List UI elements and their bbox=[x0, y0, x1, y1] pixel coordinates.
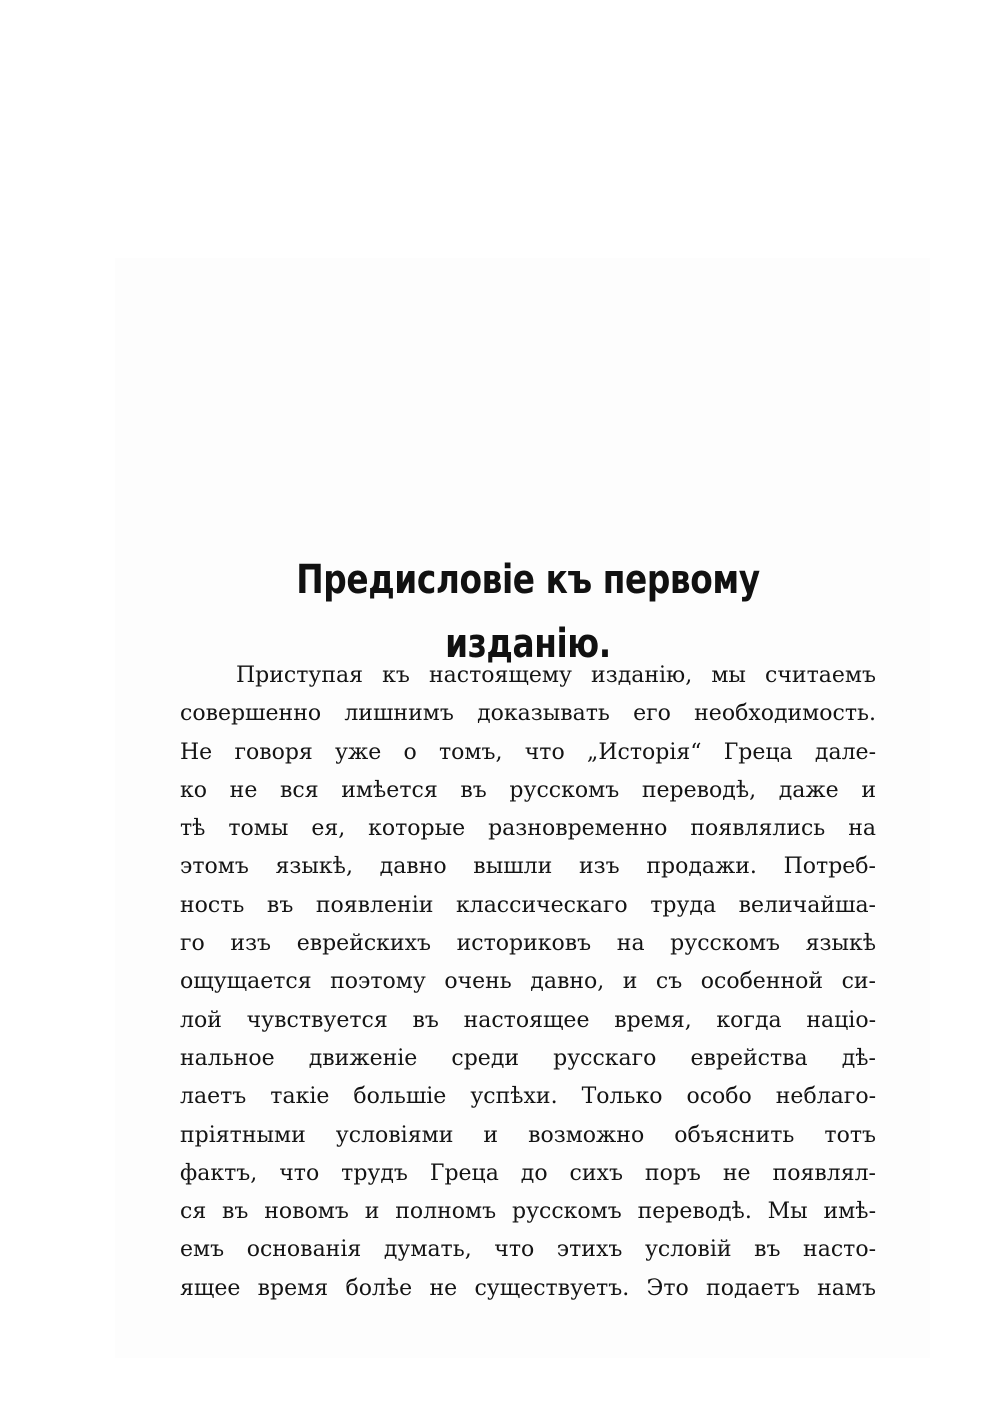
paragraph-line: нальное движеніе среди русскаго еврейства дѣ- bbox=[180, 1045, 876, 1071]
paragraph-line: этомъ языкѣ, давно вышли изъ продажи. Потреб- bbox=[180, 854, 876, 880]
paragraph-line: ощущается поэтому очень давно, и съ особенной си- bbox=[180, 969, 876, 995]
paragraph-line: пріятными условіями и возможно объяснить тотъ bbox=[180, 1122, 876, 1148]
paragraph-line: ко не вся имѣется въ русскомъ переводѣ, даже и bbox=[180, 777, 876, 803]
paragraph-line: го изъ еврейскихъ историковъ на русскомъ языкѣ bbox=[180, 931, 876, 957]
paragraph-line: емъ основанія думать, что этихъ условій въ насто- bbox=[180, 1237, 876, 1263]
paragraph-line: фактъ, что трудъ Греца до сихъ поръ не появлял- bbox=[180, 1160, 876, 1186]
paragraph-line: лой чувствуется въ настоящее время, когда націо- bbox=[180, 1007, 876, 1033]
paragraph-line: ность въ появленіи классическаго труда величайша- bbox=[180, 892, 876, 918]
paragraph-line: ся въ новомъ и полномъ русскомъ переводѣ. Мы имѣ- bbox=[180, 1199, 876, 1225]
paragraph-line: совершенно лишнимъ доказывать его необходимость. bbox=[180, 701, 876, 727]
page-title: Предисловіе къ первому изданію. bbox=[296, 557, 760, 667]
paragraph-line: тѣ томы ея, которые разновременно появлялись на bbox=[180, 816, 876, 842]
paragraph-line: ящее время болѣе не существуетъ. Это подаетъ намъ bbox=[180, 1275, 876, 1301]
paragraph-line: Приступая къ настоящему изданію, мы считаемъ bbox=[236, 663, 876, 688]
paragraph-line: Не говоря уже о томъ, что „Исторія“ Греца дале- bbox=[180, 739, 876, 765]
preface-paragraph bbox=[180, 657, 876, 1308]
paragraph-line: лаетъ такіе большіе успѣхи. Только особо неблаго- bbox=[180, 1084, 876, 1110]
